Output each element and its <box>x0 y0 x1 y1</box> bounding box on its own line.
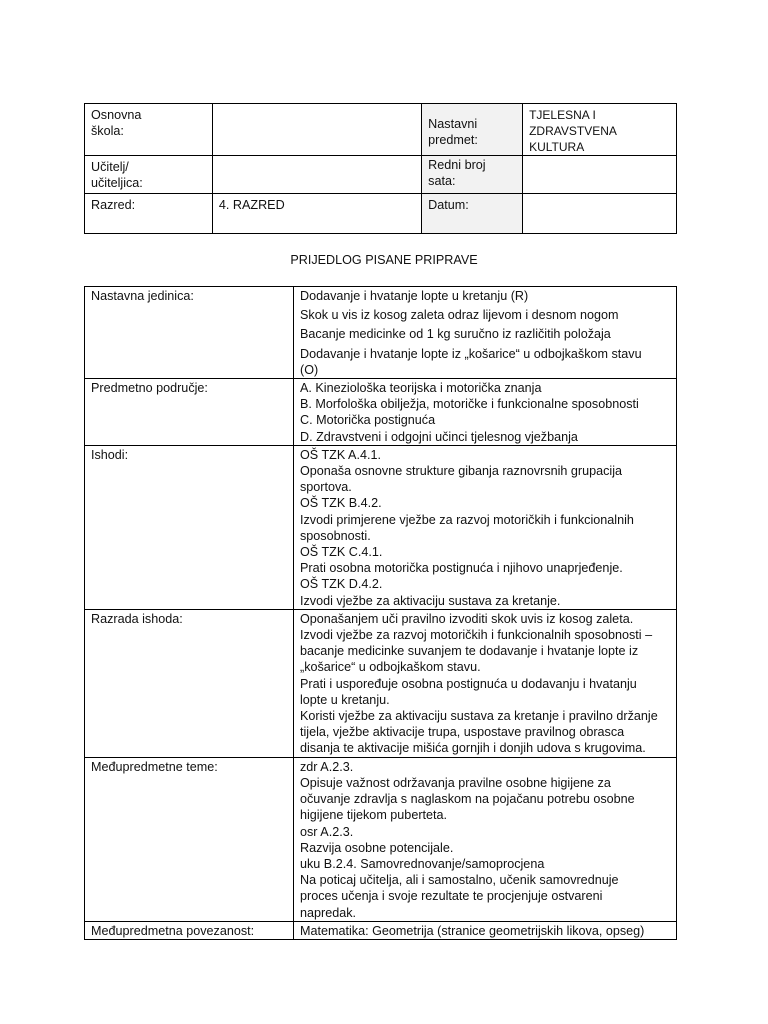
cross-links-content <box>294 921 677 939</box>
row-unit <box>85 287 677 379</box>
school-value <box>212 104 421 156</box>
cross-topics-line: higijene tijekom puberteta. <box>300 808 448 823</box>
grade-label: Razred: <box>85 194 213 234</box>
cross-topics-line: proces učenja i svoje rezultate te procjenjuje ostvareni <box>300 889 603 904</box>
cross-topics-line: napredak. <box>300 905 357 920</box>
elaboration-line: „košarice“ u odbojkaškom stavu. <box>300 660 481 675</box>
elaboration-content <box>294 609 677 757</box>
outcomes-line: OŠ TZK D.4.2. <box>300 577 383 592</box>
subject-area-label: Predmetno područje: <box>85 379 294 446</box>
row-cross-curricular-links <box>85 921 677 939</box>
header-row-grade <box>85 194 677 234</box>
unit-line: Bacanje medicinke od 1 kg suručno iz različitih položaja <box>300 327 611 342</box>
subject-area-line: A. Kineziološka teorijska i motorička znanja <box>300 381 542 396</box>
elaboration-line: Oponašanjem uči pravilno izvoditi skok uvis iz kosog zaleta. <box>300 611 634 626</box>
elaboration-line: Koristi vježbe za aktivaciju sustava za kretanje i pravilno držanje <box>300 709 658 724</box>
lesson-plan-table <box>84 286 677 940</box>
elaboration-line: Izvodi vježbe za razvoj motoričkih i funkcionalnih sposobnosti – <box>300 628 653 643</box>
row-elaboration <box>85 609 677 757</box>
elaboration-label: Razrada ishoda: <box>85 609 294 757</box>
cross-topics-line: očuvanje zdravlja s naglaskom na pojačanu potrebu osobne <box>300 792 635 807</box>
outcomes-line: Izvodi primjerene vježbe za razvoj motoričkih i funkcionalnih <box>300 512 634 527</box>
subject-label: Nastavni predmet: <box>422 104 523 156</box>
subject-area-line: D. Zdravstveni i odgojni učinci tjelesnog vježbanja <box>300 429 578 444</box>
row-cross-curricular-topics <box>85 757 677 921</box>
elaboration-line: disanja te aktivacije mišića gornjih i donjih udova s krugovima. <box>300 741 646 756</box>
outcomes-line: Oponaša osnovne strukture gibanja raznovrsnih grupacija <box>300 464 623 479</box>
school-label: Osnovna škola: <box>85 104 213 156</box>
row-subject-area <box>85 379 677 446</box>
outcomes-line: Prati osobna motorička postignuća i njihovo unaprjeđenje. <box>300 561 623 576</box>
lesson-number-value <box>523 156 677 194</box>
elaboration-line: tijela, vježbe aktivacije trupa, uspostave pravilnog obrasca <box>300 725 625 740</box>
date-label: Datum: <box>422 194 523 234</box>
cross-topics-line: Razvija osobne potencijale. <box>300 840 454 855</box>
cross-topics-content <box>294 757 677 921</box>
outcomes-label: Ishodi: <box>85 445 294 609</box>
teacher-value <box>212 156 421 194</box>
cross-topics-line: osr A.2.3. <box>300 824 354 839</box>
elaboration-line: Prati i uspoređuje osobna postignuća u dodavanju i hvatanju <box>300 676 637 691</box>
row-outcomes <box>85 445 677 609</box>
date-value <box>523 194 677 234</box>
header-row-school <box>85 104 677 156</box>
cross-links-label: Međupredmetna povezanost: <box>85 921 294 939</box>
cross-topics-line: uku B.2.4. Samovrednovanje/samoprocjena <box>300 856 545 871</box>
cross-topics-label: Međupredmetne teme: <box>85 757 294 921</box>
cross-topics-line: Opisuje važnost održavanja pravilne osobne higijene za <box>300 775 611 790</box>
cross-topics-line: Na poticaj učitelja, ali i samostalno, učenik samovrednuje <box>300 873 619 888</box>
header-table <box>84 103 677 234</box>
outcomes-line: sportova. <box>300 480 352 495</box>
elaboration-line: lopte u kretanju. <box>300 692 390 707</box>
teacher-label: Učitelj/ učiteljica: <box>85 156 213 194</box>
outcomes-line: OŠ TZK B.4.2. <box>300 496 382 511</box>
unit-line: Skok u vis iz kosog zaleta odraz lijevom i desnom nogom <box>300 308 619 323</box>
cross-links-line: Matematika: Geometrija (stranice geometrijskih likova, opseg) <box>300 923 645 938</box>
subject-area-line: C. Motorička postignuća <box>300 413 436 428</box>
outcomes-line: OŠ TZK C.4.1. <box>300 545 383 560</box>
unit-line: (O) <box>300 362 319 377</box>
grade-value: 4. RAZRED <box>212 194 421 234</box>
unit-label: Nastavna jedinica: <box>85 287 294 379</box>
header-row-teacher <box>85 156 677 194</box>
subject-area-content <box>294 379 677 446</box>
outcomes-line: OŠ TZK A.4.1. <box>300 447 381 462</box>
elaboration-line: bacanje medicinke suvanjem te dodavanje i hvatanje lopte iz <box>300 644 639 659</box>
outcomes-content <box>294 445 677 609</box>
unit-line: Dodavanje i hvatanje lopte u kretanju (R) <box>300 289 529 303</box>
lesson-number-label: Redni broj sata: <box>422 156 523 194</box>
unit-content <box>294 287 677 379</box>
outcomes-line: Izvodi vježbe za aktivaciju sustava za kretanje. <box>300 593 561 608</box>
subject-value: TJELESNA I ZDRAVSTVENA KULTURA <box>523 104 677 156</box>
outcomes-line: sposobnosti. <box>300 528 371 543</box>
subject-area-line: B. Morfološka obilježja, motoričke i funkcionalne sposobnosti <box>300 397 639 412</box>
unit-line: Dodavanje i hvatanje lopte iz „košarice“ u odbojkaškom stavu <box>300 346 642 361</box>
cross-topics-line: zdr A.2.3. <box>300 759 354 774</box>
document-title: PRIJEDLOG PISANE PRIPRAVE <box>290 253 478 267</box>
